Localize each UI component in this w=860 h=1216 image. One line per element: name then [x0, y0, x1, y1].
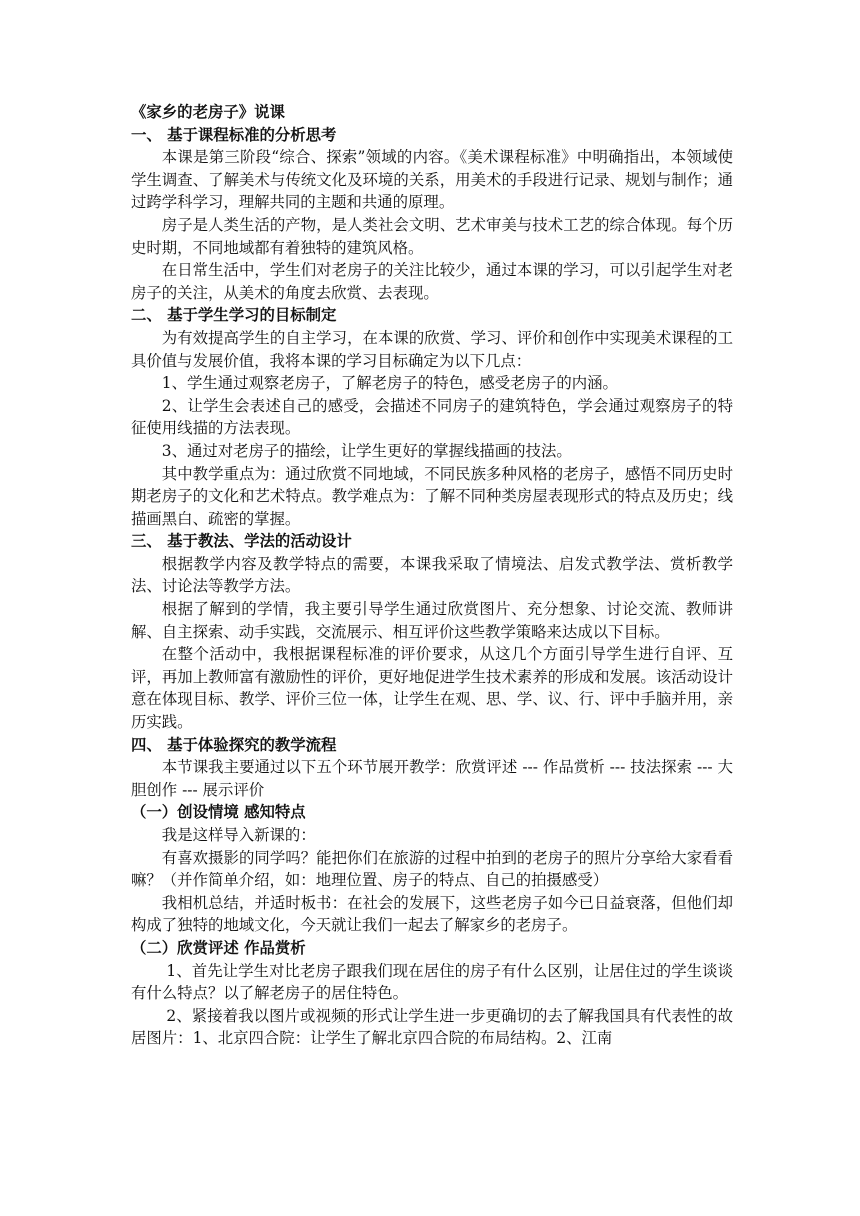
paragraph: 我是这样导入新课的：	[161, 826, 316, 844]
paragraph: 1、首先让学生对比老房子跟我们现在居住的房子有什么区别，让居住过的学生谈谈有什么特点？以了解老房子的居住特色。	[131, 961, 733, 1003]
paragraph: 我相机总结，并适时板书：在社会的发展下，这些老房子如今已日益衰落，但他们却构成了独特的地域文化，今天就让我们一起去了解家乡的老房子。	[131, 893, 733, 935]
section-4-heading: 四、 基于体验探究的教学流程	[131, 735, 337, 754]
section-1-heading: 一、 基于课程标准的分析思考	[131, 125, 337, 144]
paragraph: 其中教学重点为：通过欣赏不同地域，不同民族多种风格的老房子，感悟不同历史时期老房子的文化和艺术特点。教学难点为：了解不同种类房屋表现形式的特点及历史；线描画黑白、疏密的掌握。	[131, 464, 733, 528]
section-2-heading: 二、 基于学生学习的目标制定	[131, 306, 337, 325]
paragraph: 本节课我主要通过以下五个环节展开教学：欣赏评述 --- 作品赏析 --- 技法探索 --- 大胆创作 --- 展示评价	[131, 758, 733, 799]
subsection-1-heading: （一）创设情境 感知特点	[131, 803, 306, 822]
paragraph: 根据教学内容及教学特点的需要，本课我采取了情境法、启发式教学法、赏析教学法、讨论法等教学方法。	[131, 554, 733, 596]
paragraph: 为有效提高学生的自主学习，在本课的欣赏、学习、评价和创作中实现美术课程的工具价值与发展价值，我将本课的学习目标确定为以下几点：	[131, 328, 733, 370]
document-title: 《家乡的老房子》说课	[131, 103, 285, 121]
goal-item-3: 3、通过对老房子的描绘，让学生更好的掌握线描画的技法。	[161, 441, 572, 460]
goal-item-1: 1、学生通过观察老房子，了解老房子的特色，感受老房子的内涵。	[161, 374, 618, 393]
paragraph: 2、紧接着我以图片或视频的形式让学生进一步更确切的去了解我国具有代表性的故居图片：1、北京四合院：让学生了解北京四合院的布局结构。2、江南	[131, 1006, 733, 1048]
paragraph: 根据了解到的学情，我主要引导学生通过欣赏图片、充分想象、讨论交流、教师讲解、自主探索、动手实践，交流展示、相互评价这些教学策略来达成以下目标。	[131, 600, 733, 641]
paragraph: 有喜欢摄影的同学吗？能把你们在旅游的过程中拍到的老房子的照片分享给大家看看嘛？（并作简单介绍，如：地理位置、房子的特点、自己的拍摄感受）	[131, 848, 733, 890]
paragraph: 在整个活动中，我根据课程标准的评价要求，从这几个方面引导学生进行自评、互评，再加上教师富有激励性的评价，更好地促进学生技术素养的形成和发展。该活动设计意在体现目标、教学、评价三位一体，让学生在观、思、学、议、行、评中手脑并用，亲历实践。	[131, 645, 733, 732]
section-3-heading: 三、 基于教法、学法的活动设计	[131, 532, 352, 551]
subsection-2-heading: （二）欣赏评述 作品赏析	[131, 938, 306, 957]
paragraph: 房子是人类生活的产物，是人类社会文明、艺术审美与技术工艺的综合体现。每个历史时期，不同地域都有着独特的建筑风格。	[131, 215, 733, 257]
document-body	[131, 101, 733, 1050]
goal-item-2: 2、让学生会表述自己的感受，会描述不同房子的建筑特色，学会通过观察房子的特征使用线描的方法表现。	[131, 396, 733, 438]
paragraph: 本课是第三阶段“综合、探索”领域的内容。《美术课程标准》中明确指出，本领域使学生调查、了解美术与传统文化及环境的关系，用美术的手段进行记录、规划与制作；通过跨学科学习，理解共同的主题和共通的原理。	[131, 148, 733, 212]
paragraph: 在日常生活中，学生们对老房子的关注比较少，通过本课的学习，可以引起学生对老房子的关注，从美术的角度去欣赏、去表现。	[131, 261, 733, 302]
